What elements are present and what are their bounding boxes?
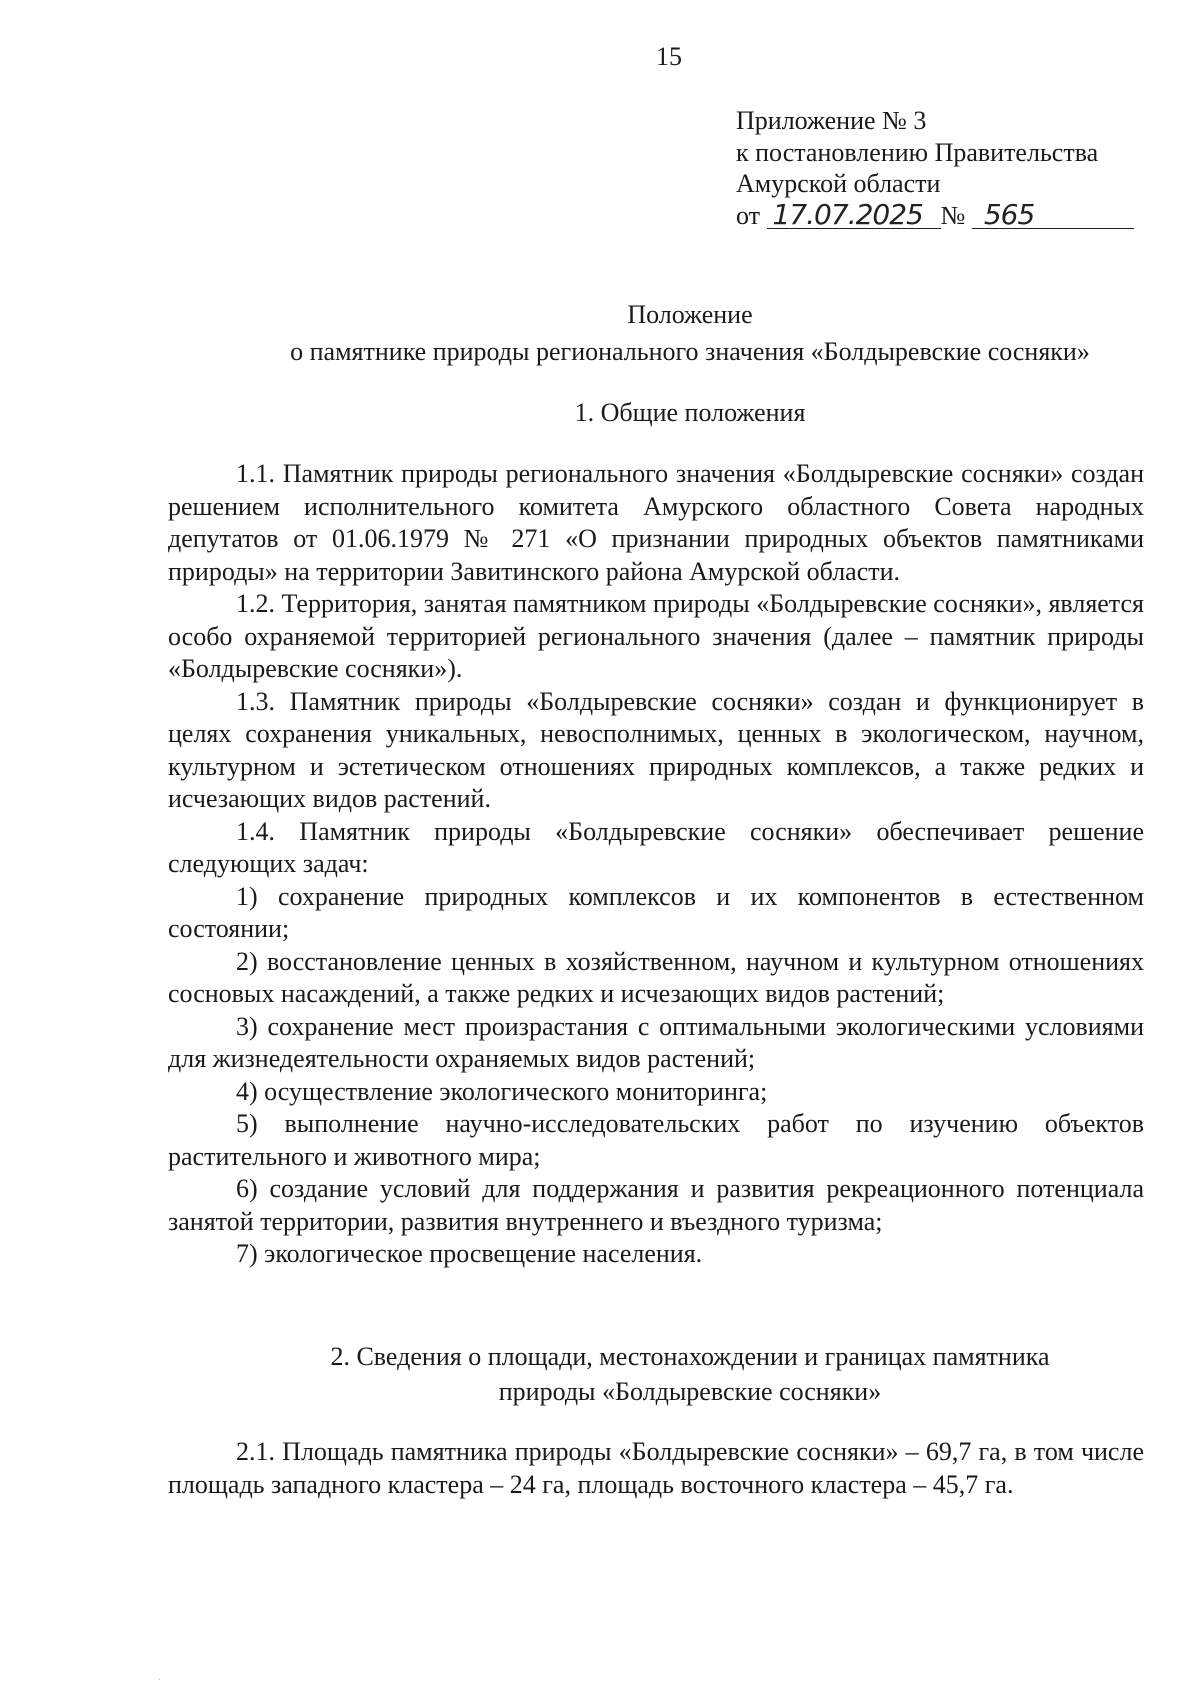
appendix-line-1: Приложение № 3: [736, 106, 927, 135]
paragraph: 2.1. Площадь памятника природы «Болдыревские сосняки» – 69,7 га, в том числе площадь западного кластера – 24 га, площадь восточного кластера – 45,7 га.: [168, 1437, 1144, 1499]
page-number: 15: [656, 42, 682, 71]
appendix-block: [736, 105, 1134, 231]
document-subtitle: о памятнике природы регионального значения «Болдыревские сосняки»: [290, 337, 1090, 366]
number-label: №: [940, 200, 966, 230]
section-2-heading-cont: природы «Болдыревские сосняки»: [498, 1377, 882, 1406]
section-1-heading: 1. Общие положения: [574, 398, 806, 427]
appendix-date-line: [736, 197, 1134, 232]
list-item: 2) восстановление ценных в хозяйственном, научном и культурном отношениях сосновых насаждений, а также редких и исчезающих видов растений;: [168, 946, 1144, 1008]
list-item: 4) осуществление экологического мониторинга;: [236, 1076, 768, 1106]
scan-mark: ·: [158, 1675, 162, 1686]
section-1-body: [168, 458, 1144, 1271]
list-item: 1) сохранение природных комплексов и их компонентов в естественном состоянии;: [168, 881, 1144, 943]
document-title: Положение: [627, 300, 753, 329]
paragraph: 1.3. Памятник природы «Болдыревские сосняки» создан и функционирует в целях сохранения уникальных, невосполнимых, ценных в экологическом, научном, культурном и эстетическом отношениях природных комплексов, а также редких и исчезающих видов растений.: [168, 686, 1144, 813]
paragraph: 1.2. Территория, занятая памятником природы «Болдыревские сосняки», является особо охраняемой территорией регионального значения (далее – памятник природы «Болдыревские сосняки»).: [168, 589, 1144, 683]
from-label: от: [736, 200, 761, 230]
section-2-body: [168, 1436, 1144, 1501]
paragraph: 1.4. Памятник природы «Болдыревские сосняки» обеспечивает решение следующих задач:: [168, 816, 1144, 878]
handwritten-number: 565: [972, 202, 1134, 229]
appendix-line-2: к постановлению Правительства: [736, 137, 1099, 167]
handwritten-date: 17.07.2025: [767, 202, 941, 229]
list-item: 6) создание условий для поддержания и развития рекреационного потенциала занятой территории, развития внутреннего и въездного туризма;: [168, 1174, 1144, 1236]
appendix-line-3: Амурской области: [736, 169, 941, 198]
list-item: 7) экологическое просвещение населения.: [236, 1239, 703, 1268]
list-item: 3) сохранение мест произрастания с оптимальными экологическими условиями для жизнедеятельности охраняемых видов растений;: [168, 1011, 1144, 1073]
list-item: 5) выполнение научно-исследовательских работ по изучению объектов растительного и животного мира;: [168, 1109, 1144, 1171]
paragraph: 1.1. Памятник природы регионального значения «Болдыревские сосняки» создан решением исполнительного комитета Амурского областного Совета народных депутатов от 01.06.1979 № 271 «О признании природных объектов памятниками природы» на территории Завитинского района Амурской области.: [168, 459, 1144, 586]
section-2-heading: 2. Сведения о площади, местонахождении и границах памятника: [330, 1342, 1050, 1371]
